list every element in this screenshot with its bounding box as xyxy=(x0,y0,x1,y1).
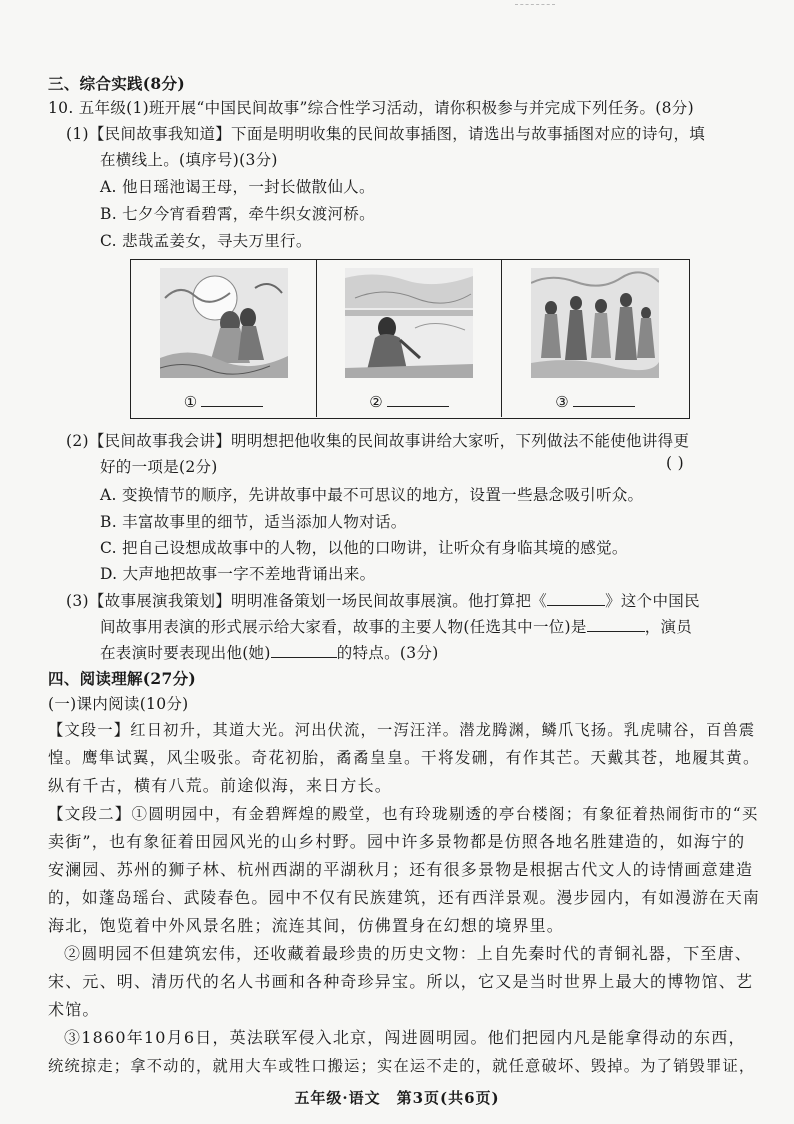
option-a-method: A. 变换情节的顺序，先讲故事中最不可思议的地方，设置一些悬念吸引听众。 xyxy=(100,486,644,504)
sub3-line3-b: 的特点。(3分) xyxy=(336,644,439,662)
option-c-method: C. 把自己设想成故事中的人物，以他的口吻讲，让听众有身临其境的感觉。 xyxy=(100,539,628,557)
caption-1: ① xyxy=(183,393,198,411)
option-a-poem: A. 他日瑶池谒王母，一封长做散仙人。 xyxy=(100,178,375,196)
passage2-line: ②圆明园不但建筑宏伟，还收藏着最珍贵的历史文物：上自先秦时代的青铜礼器，下至唐、 xyxy=(64,944,753,963)
section3-heading: 三、综合实践(8分) xyxy=(48,74,185,93)
passage2-line: 统统掠走；拿不动的，就用大车或牲口搬运；实在运不走的，就任意破坏、毁掉。为了销毁罪证， xyxy=(48,1057,756,1075)
character-blank[interactable] xyxy=(587,617,645,632)
illustration-cell-2 xyxy=(316,260,501,417)
passage2-line: 的，如蓬岛瑶台、武陵春色。园中不仅有民族建筑，还有西洋景观。漫步园内，有如漫游在天南 xyxy=(48,888,760,907)
passage1-line: 【文段一】红日初升，其道大光。河出伏流，一泻汪洋。潜龙腾渊，鳞爪飞扬。乳虎啸谷，百兽震 xyxy=(48,721,756,739)
top-scan-mark xyxy=(515,4,555,9)
sub3-line1-b: 》这个中国民 xyxy=(605,592,700,610)
illustration-cell-3 xyxy=(501,260,688,417)
answer-blank-3[interactable] xyxy=(573,392,635,407)
sub3-line1-a: (3)【故事展演我策划】明明准备策划一场民间故事展演。他打算把《 xyxy=(66,592,548,610)
sub3-line3-a: 在表演时要表现出他(她) xyxy=(100,644,271,662)
option-c-poem: C. 悲哉孟姜女，寻夫万里行。 xyxy=(100,232,312,250)
illustration-immortals xyxy=(531,268,659,378)
passage2-line: 安澜园、苏州的狮子林、杭州西湖的平湖秋月；还有很多景物是根据古代文人的诗情画意建造 xyxy=(48,860,754,879)
page-footer: 五年级·语文 第3页(共6页) xyxy=(294,1089,500,1107)
answer-blank-2[interactable] xyxy=(387,392,449,407)
sub2-line1: (2)【民间故事我会讲】明明想把他收集的民间故事讲给大家听，下列做法不能使他讲得更 xyxy=(66,432,690,450)
question-10: 10. 五年级(1)班开展“中国民间故事”综合性学习活动，请你积极参与并完成下列任务。(8分) xyxy=(48,99,694,117)
passage2-line: 海北，饱览着中外风景名胜；流连其间，仿佛置身在幻想的境界里。 xyxy=(48,916,565,935)
passage2-line: 卖街”，也有象征着田园风光的山乡村野。园中许多景物都是仿照各地名胜建造的，如海宁的 xyxy=(48,832,746,851)
sub3-line2-a: 间故事用表演的形式展示给大家看，故事的主要人物(任选其中一位)是 xyxy=(100,618,587,636)
option-b-method: B. 丰富故事里的细节，适当添加人物对话。 xyxy=(100,513,407,531)
caption-3: ③ xyxy=(555,393,569,411)
passage2-line: 术馆。 xyxy=(48,1000,100,1019)
illustration-weaver-girl xyxy=(160,268,288,378)
passage2-line: ③1860年10月6日，英法联军侵入北京，闯进圆明园。他们把园内凡是能拿得动的东西， xyxy=(64,1028,746,1047)
part1-heading: (一)课内阅读(10分) xyxy=(48,695,189,713)
caption-2: ② xyxy=(369,393,383,411)
passage2-line: 【文段二】①圆明园中，有金碧辉煌的殿堂，也有玲珑剔透的亭台楼阁；有象征着热闹街市的“买 xyxy=(48,805,759,823)
illustration-meng-jiangnu xyxy=(345,268,473,378)
trait-blank[interactable] xyxy=(271,643,337,658)
sub2-line2: 好的一项是(2分) xyxy=(100,458,218,476)
section4-heading: 四、阅读理解(27分) xyxy=(48,669,197,688)
sub3-line3 xyxy=(100,643,439,663)
option-b-poem: B. 七夕今宵看碧霄，牵牛织女渡河桥。 xyxy=(100,205,375,223)
sub1-line2: 在横线上。(填序号)(3分) xyxy=(100,151,278,169)
sub1-line1: (1)【民间故事我知道】下面是明明收集的民间故事插图，请选出与故事插图对应的诗句，填 xyxy=(66,125,706,143)
passage2-line: 宋、元、明、清历代的名人书画和各种奇珍异宝。所以，它又是当时世界上最大的博物馆、艺 xyxy=(48,972,754,991)
answer-blank-1[interactable] xyxy=(201,392,263,407)
sub3-line2-b: ，演员 xyxy=(644,618,693,636)
sub3-line1 xyxy=(66,591,700,611)
illustration-cell-1 xyxy=(131,260,316,417)
illustration-table xyxy=(130,259,690,419)
story-title-blank[interactable] xyxy=(547,591,605,606)
answer-parentheses[interactable]: ( ) xyxy=(666,454,684,472)
passage1-line: 惶。鹰隼试翼，风尘吸张。奇花初胎，矞矞皇皇。干将发硎，有作其芒。天戴其苍，地履其黄。 xyxy=(48,748,760,767)
sub3-line2 xyxy=(100,617,692,637)
option-d-method: D. 大声地把故事一字不差地背诵出来。 xyxy=(100,565,376,583)
passage1-line: 纵有千古，横有八荒。前途似海，来日方长。 xyxy=(48,776,393,795)
